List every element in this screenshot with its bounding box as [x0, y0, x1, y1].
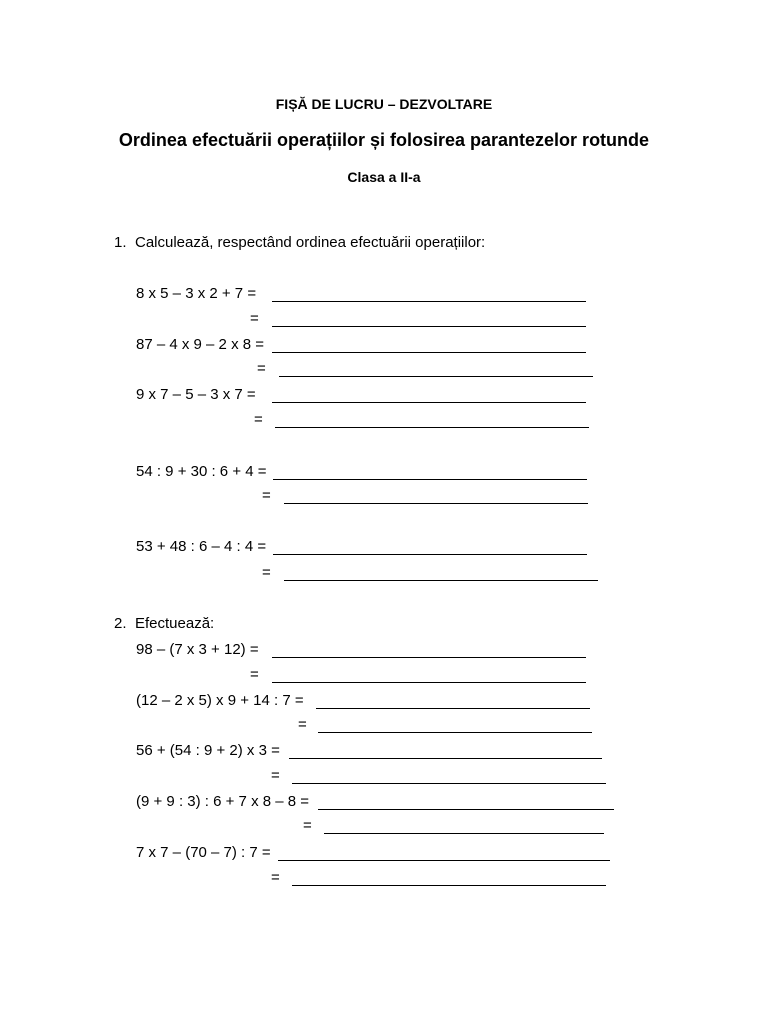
equals-sign: =	[271, 869, 280, 886]
answer-line[interactable]	[272, 402, 586, 403]
answer-line[interactable]	[324, 833, 604, 834]
worksheet-header: FIȘĂ DE LUCRU – DEZVOLTARE	[275, 96, 493, 112]
equals-sign: =	[254, 411, 263, 428]
answer-line[interactable]	[292, 885, 606, 886]
worksheet-title: Ordinea efectuării operațiilor și folosirea parantezelor rotunde	[118, 130, 650, 150]
equals-sign: =	[250, 310, 259, 327]
task-instruction: Efectuează:	[135, 615, 215, 632]
answer-line[interactable]	[273, 554, 587, 555]
equals-sign: =	[298, 716, 307, 733]
exercise-expression: 87 – 4 x 9 – 2 x 8 =	[136, 336, 265, 353]
exercise-expression: 9 x 7 – 5 – 3 x 7 =	[136, 386, 256, 403]
task-number: 1.	[114, 234, 127, 251]
answer-line[interactable]	[318, 809, 614, 810]
equals-sign: =	[271, 767, 280, 784]
equals-sign: =	[262, 487, 271, 504]
class-level: Clasa a II-a	[347, 169, 421, 185]
answer-line[interactable]	[284, 580, 598, 581]
answer-line[interactable]	[284, 503, 588, 504]
answer-line[interactable]	[272, 352, 586, 353]
exercise-expression: (12 – 2 x 5) x 9 + 14 : 7 =	[136, 692, 304, 709]
answer-line[interactable]	[279, 376, 593, 377]
exercise-expression: 7 x 7 – (70 – 7) : 7 =	[136, 844, 271, 861]
exercise-expression: (9 + 9 : 3) : 6 + 7 x 8 – 8 =	[136, 793, 310, 810]
answer-line[interactable]	[272, 682, 586, 683]
answer-line[interactable]	[275, 427, 589, 428]
exercise-expression: 8 x 5 – 3 x 2 + 7 =	[136, 285, 257, 302]
task-instruction: Calculează, respectând ordinea efectuării operațiilor:	[135, 234, 486, 251]
answer-line[interactable]	[272, 657, 586, 658]
exercise-expression: 54 : 9 + 30 : 6 + 4 =	[136, 463, 267, 480]
exercise-expression: 98 – (7 x 3 + 12) =	[136, 641, 259, 658]
answer-line[interactable]	[289, 758, 602, 759]
answer-line[interactable]	[272, 326, 586, 327]
equals-sign: =	[303, 817, 312, 834]
answer-line[interactable]	[316, 708, 590, 709]
task-1-heading	[114, 234, 485, 251]
answer-line[interactable]	[273, 479, 587, 480]
answer-line[interactable]	[272, 301, 586, 302]
task-number: 2.	[114, 615, 127, 632]
answer-line[interactable]	[278, 860, 610, 861]
equals-sign: =	[250, 666, 259, 683]
exercise-expression: 56 + (54 : 9 + 2) x 3 =	[136, 742, 280, 759]
answer-line[interactable]	[318, 732, 592, 733]
equals-sign: =	[257, 360, 266, 377]
task-2-heading	[114, 615, 214, 632]
equals-sign: =	[262, 564, 271, 581]
answer-line[interactable]	[292, 783, 606, 784]
exercise-expression: 53 + 48 : 6 – 4 : 4 =	[136, 538, 267, 555]
